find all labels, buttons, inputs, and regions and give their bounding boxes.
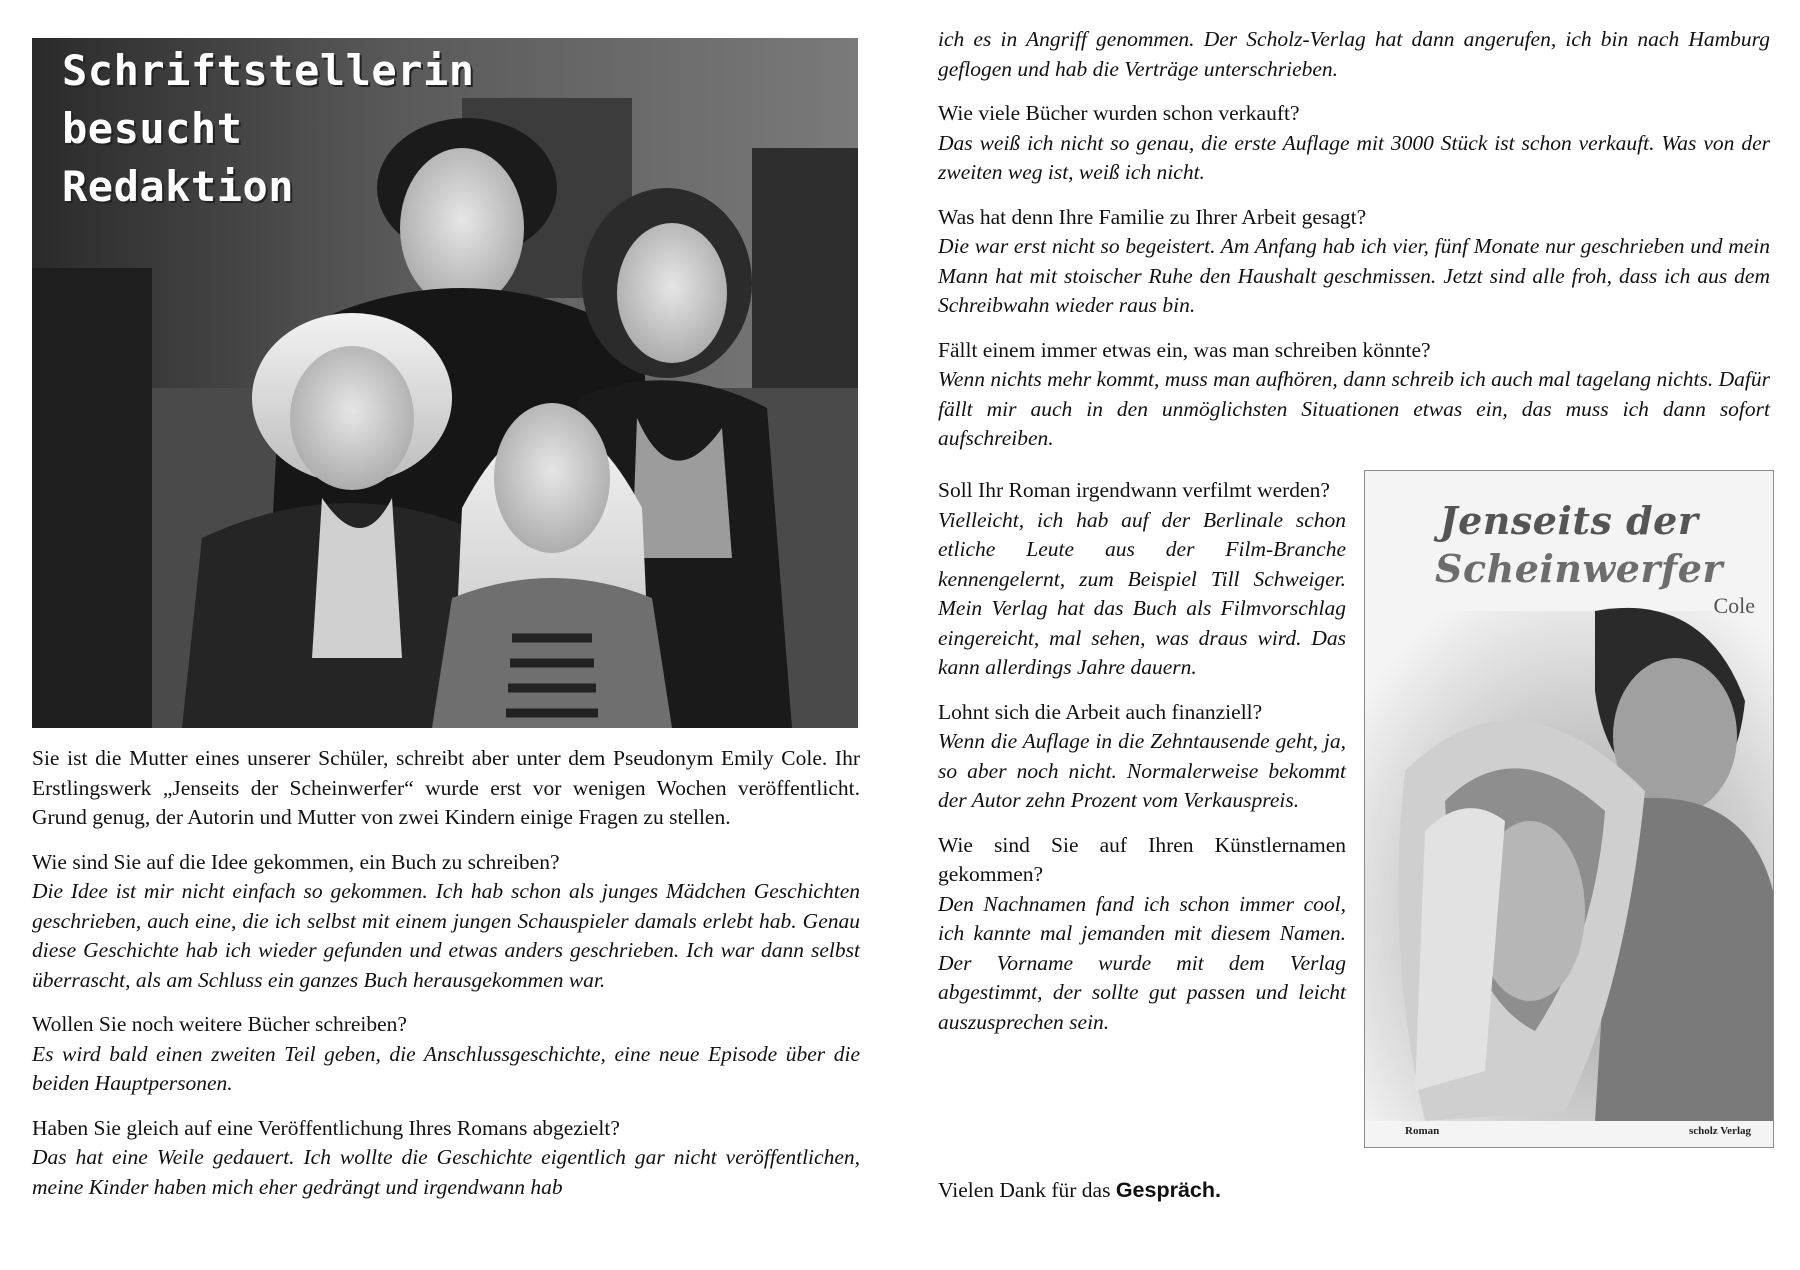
article-headline — [62, 42, 475, 216]
question: Wie viele Bücher wurden schon verkauft? — [938, 101, 1300, 125]
question: Wie sind Sie auf die Idee gekommen, ein Buch zu schreiben? — [32, 849, 560, 874]
headline-line: Redaktion — [62, 162, 295, 211]
answer: Das weiß ich nicht so genau, die erste Auflage mit 3000 Stück ist schon verkauft. Was von der zweiten weg ist, weiß ich nicht. — [938, 130, 1770, 184]
question: Was hat denn Ihre Familie zu Ihrer Arbeit gesagt? — [938, 204, 1367, 229]
answer: Das hat eine Weile gedauert. Ich wollte die Geschichte eigentlich gar nicht veröffentlichen, meine Kinder haben mich eher gedrängt und irgendwann hab — [32, 1145, 860, 1199]
closing-bold: Gespräch. — [1115, 1178, 1221, 1202]
cover-title-line: Jenseits der — [1439, 498, 1699, 543]
question: Wollen Sie noch weitere Bücher schreiben? — [32, 1012, 407, 1036]
question: Lohnt sich die Arbeit auch finanziell? — [938, 699, 1263, 724]
qa-block — [938, 831, 1346, 1038]
closing-text: Vielen Dank für das — [938, 1178, 1111, 1202]
answer: Vielleicht, ich hab auf der Berlinale schon etliche Leute aus der Film-Branche kennengelernt, zum Beispiel Till Schweiger. Mein Verlag hat das Buch als Filmvorschlag eingereicht, mal sehen, was draus wird. Das kann allerdings Jahre dauern. — [938, 507, 1346, 679]
right-column-bottom — [938, 1176, 1438, 1221]
left-column — [32, 744, 860, 1217]
intro-paragraph: Sie ist die Mutter eines unserer Schüler, schreibt aber unter dem Pseudonym Emily Cole. Ihr Erstlingswerk „Jenseits der Scheinwerfer“ wurde erst vor wenigen Wochen veröffentlicht. Grund genug, der Autorin und Mutter von zwei Kindern einige Fragen zu stellen. — [32, 746, 860, 829]
headline-line: besucht — [62, 104, 243, 153]
qa-block — [938, 336, 1770, 454]
answer: Wenn die Auflage in die Zehntausende geht, ja, so aber noch nicht. Normalerweise bekommt der Autor zehn Prozent vom Verkauspreis. — [938, 729, 1346, 812]
answer: Die war erst nicht so begeistert. Am Anfang hab ich vier, fünf Monate nur geschrieben und mein Mann hat mit stoischer Ruhe den Haushalt geschmissen. Jetzt sind alle froh, dass ich aus dem Schreibwahn wieder raus bin. — [938, 234, 1770, 317]
question: Haben Sie gleich auf eine Veröffentlichung Ihres Romans abgezielt? — [32, 1115, 620, 1140]
group-photo — [32, 38, 858, 728]
headline-line: Schriftstellerin — [62, 46, 475, 95]
cover-author: Cole — [1713, 593, 1755, 618]
answer: Wenn nichts mehr kommt, muss man aufhören, dann schreib ich auch mal tagelang nichts. Dafür fällt mir auch in den unmöglichsten Situationen etwas ein, das muss ich dann sofort aufschreiben. — [938, 367, 1770, 450]
cover-title — [1365, 497, 1773, 593]
right-column-top — [938, 25, 1770, 469]
question: Fällt einem immer etwas ein, was man schreiben könnte? — [938, 337, 1431, 362]
cover-publisher: scholz Verlag — [1688, 1125, 1751, 1137]
answer: Es wird bald einen zweiten Teil geben, die Anschlussgeschichte, eine neue Episode über die beiden Hauptpersonen. — [32, 1041, 860, 1095]
qa-block — [938, 698, 1346, 816]
cover-title-line: Scheinwerfer — [1435, 546, 1723, 591]
question: Soll Ihr Roman irgendwann verfilmt werden? — [938, 478, 1330, 502]
qa-block — [32, 1010, 860, 1099]
answer-continuation — [938, 25, 1770, 84]
answer: ich es in Angriff genommen. Der Scholz-Verlag hat dann angerufen, ich bin nach Hamburg geflogen und hab die Verträge unterschrieben. — [938, 27, 1770, 81]
qa-block — [938, 203, 1770, 321]
right-column-narrow — [938, 476, 1346, 1052]
book-cover — [1364, 470, 1774, 1148]
answer: Den Nachnamen fand ich schon immer cool, ich kannte mal jemanden mit diesem Namen. Der Vorname wurde mit dem Verlag abgestimmt, der sollte gut passen und leicht auszusprechen sein. — [938, 891, 1346, 1034]
qa-block — [938, 99, 1770, 188]
qa-block — [32, 1114, 860, 1203]
qa-block — [32, 848, 860, 996]
cover-genre: Roman — [1405, 1125, 1440, 1137]
closing-line — [938, 1176, 1438, 1206]
question: Wie sind Sie auf Ihren Künstlernamen gekommen? — [938, 832, 1346, 886]
qa-block — [938, 476, 1346, 683]
answer: Die Idee ist mir nicht einfach so gekommen. Ich hab schon als junges Mädchen Geschichten geschrieben, auch eine, die ich selbst mit einem jungen Schauspieler damals erlebt hab. Genau diese Geschichte hab ich wieder gefunden und etwas anders geschrieben. Ich war dann selbst überrascht, als am Schluss ein ganzes Buch herausgekommen war. — [32, 879, 860, 992]
